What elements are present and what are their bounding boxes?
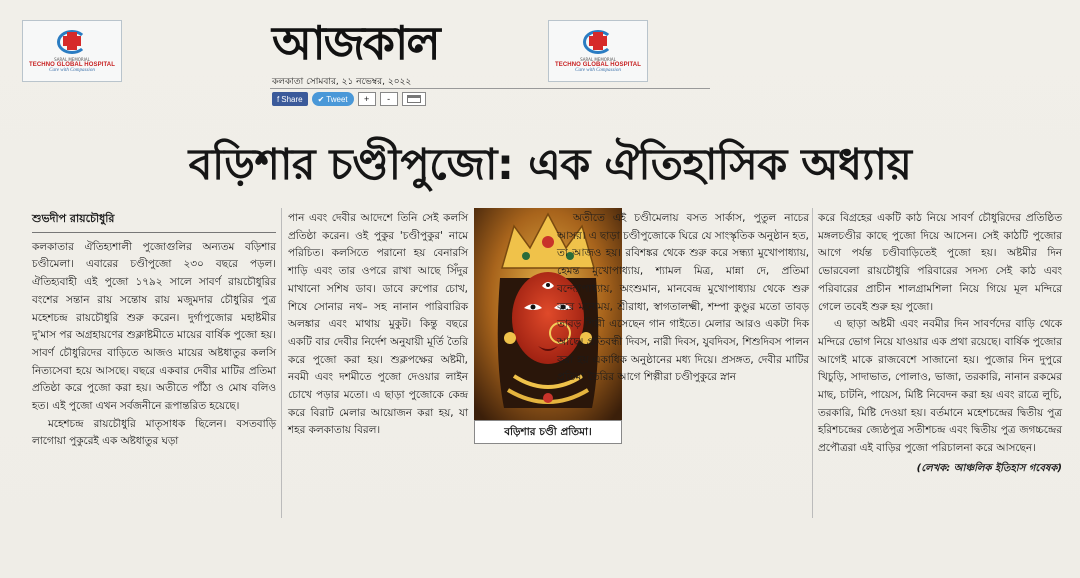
- hospital-ad-left[interactable]: [22, 20, 122, 82]
- ad-small-text: SARAL MEMORIAL: [580, 56, 616, 62]
- article-column-2: [288, 210, 468, 440]
- divider: [270, 88, 710, 89]
- print-button[interactable]: [402, 92, 426, 106]
- column-divider: [281, 208, 282, 518]
- tweet-button[interactable]: [312, 92, 354, 106]
- facebook-share-button[interactable]: [272, 92, 308, 106]
- byline: শুভদীপ রায়চৌধুরি: [32, 210, 276, 233]
- share-toolbar: [272, 92, 426, 106]
- ad-hospital-name: TECHNO GLOBAL HOSPITAL: [29, 61, 115, 68]
- hospital-cross-icon: [55, 30, 89, 54]
- article-column-4: [818, 210, 1062, 478]
- article-column-1: [32, 210, 276, 451]
- print-icon: [407, 95, 421, 103]
- article-headline: বড়িশার চণ্ডীপুজো: এক ঐতিহাসিক অধ্যায়: [188, 140, 912, 190]
- paragraph: অতীতে এই চণ্ডীমেলায় বসত সার্কাস, পুতুল নাচের আসর। এ ছাড়া চণ্ডীপুজোকে ঘিরে যে সাংস্কৃতিক অনুষ্ঠান হত, তা আজও হয়। রবিশঙ্কর থেকে শুরু করে সন্ধ্যা মুখোপাধ্যায়, হেমন্ত মুখোপাধ্যায়, শ্যামল মিত্র, মান্না দে, প্রতিমা বন্দ্যোপাধ্যায়, অংশুমান, মানবেন্দ্র মুখোপাধ্যায় থেকে শুরু করে মনোময়, শ্রীরাধা, স্বাগতালক্ষ্মী, শম্পা কুণ্ডুর মতো তাবড় তাবড় শিল্পী এসেছেন গান গাইতে। মেলার আরও একটা দিক আছে। প্রতিবন্ধী দিবস, নারী দিবস, যুবদিবস, শিশুদিবস পালন করা হয় একাধিক অনুষ্ঠানের মধ্য দিয়ে। প্রসঙ্গত, দেবীর মাটির প্রতিমা তৈরির আগে শিল্পীরা চণ্ডীপুকুরে স্নান: [557, 212, 809, 384]
- column-divider: [812, 208, 813, 518]
- photo-caption: বড়িশার চণ্ডী প্রতিমা।: [474, 420, 622, 444]
- newspaper-masthead: আজকাল: [272, 16, 439, 70]
- zoom-in-button[interactable]: +: [358, 92, 376, 106]
- paragraph: এ ছাড়া অষ্টমী এবং নবমীর দিন সাবর্ণদের বাড়ি থেকে মন্দিরে ভোগ নিয়ে যাওয়ার এক প্রথা রয়েছে। বার্ষিক পুজোর আগেই মাকে রাজবেশে সাজানো হয়। পুজোর দিন দুপুরে খিচুড়ি, সাদাভাত, পোলাও, ভাজা, তরকারি, নানান রকমের মাছ, চাটনি, পায়েস, মিষ্টি নিবেদন করা হয় এবং রাত্রে লুচি, তরকারি, মিষ্টি দেওয়া হয়। বর্তমানে মহেশচন্দ্রের দ্বিতীয় পুত্র হরিশচন্দ্রের জ্যেষ্ঠপুত্র সতীশচন্দ্র এবং দ্বিতীয় পুত্র জগচ্চন্দ্রের প্রপৌত্ররা এই বাড়ির পুজো পরিচালনা করে আসছেন।: [818, 318, 1062, 455]
- dateline: কলকাতা সোমবার, ২১ নভেম্বর, ২০২২: [272, 77, 412, 87]
- zoom-out-button[interactable]: -: [380, 92, 398, 106]
- facebook-icon: f: [277, 94, 280, 104]
- paragraph: পান এবং দেবীর আদেশে তিনি সেই কলসি প্রতিষ্ঠা করেন। ওই পুকুর 'চণ্ডীপুকুর' নামে পরিচিত। কলসিতে পরানো হয় বেনারসি শাড়ি এবং তার ওপরে রাখা আছে সিঁদুর মাখানো সশিষ ডাব। ডাবে রুপোর চোখ, শিষে সোনার নথ– সহ নানান পারিবারিক অলঙ্কার এবং মাথায় মুকুট। কিন্তু বছরে একটি বার দেবীর নির্দেশ অনুযায়ী মূর্তি তৈরি করে পুজো করা হয়। শুক্লপক্ষের অষ্টমী, নবমী এবং দশমীতে পুজো দেওয়ার লাইন চোখে পড়ার মতো। এ ছাড়া পুজোকে কেন্দ্র করে বিরাট মেলার আয়োজন করা হয়, যা শহর কলকাতায় বিরল।: [288, 212, 468, 437]
- paragraph: মহেশচন্দ্র রায়চৌধুরি মাতৃসাধক ছিলেন। বসতবাড়ি লাগোয়া পুকুরেই এক অষ্টধাতুর ঘড়া: [32, 417, 276, 448]
- article-column-3: [557, 210, 809, 387]
- paragraph: কলকাতার ঐতিহ্যশালী পুজোগুলির অন্যতম বড়িশার চণ্ডীমেলা। এবারের চণ্ডীপুজো ২৩০ বছরে পড়ল। ঐতিহ্যবাহী এই পুজো ১৭৯২ সালে সাবর্ণ রায়চৌধুরির বংশের সন্তান রায় সন্তোষ রায় মজুমদার চৌধুরির পুত্র মহেশচন্দ্র রায়চৌধুরি শুরু করেন। দুর্গাপুজোর মহাষ্টমীর দু'মাস পর অগ্রহায়ণের শুক্লাষ্টমীতে মায়ের বার্ষিক পুজো হয়। সাবর্ণ চৌধুরিদের বাড়িতে আজও মায়ের অষ্টধাতুর কলসি নিত্যসেবা হয়ে আসছে। বছরে একবার দেবীর মাটির প্রতিমা প্রতিষ্ঠা করে পুজো করা হয়। অতীতে পাঁঠা ও মোষ বলিও হত। এই পুজো এখন সর্বজনীনে রূপান্তরিত হয়েছে।: [32, 240, 276, 413]
- hospital-ad-right[interactable]: [548, 20, 648, 82]
- ad-tagline: Care with Compassion: [49, 67, 95, 73]
- ad-tagline: Care with Compassion: [575, 67, 621, 73]
- twitter-icon: ✔: [317, 94, 325, 104]
- facebook-share-label: Share: [281, 94, 303, 104]
- hospital-cross-icon: [581, 30, 615, 54]
- tweet-label: Tweet: [326, 94, 348, 104]
- author-credit: (লেখক: আঞ্চলিক ইতিহাস গবেষক): [916, 462, 1062, 474]
- paragraph: করে বিগ্রহের একটি কাঠ নিয়ে সাবর্ণ চৌধুরিদের প্রতিষ্ঠিত মঙ্গলচণ্ডীর কাছে পুজো দিয়ে আসেন। সেই কাঠটি পুজোর আগে পর্যন্ত চণ্ডীবাড়িতেই পুজো হয়। অষ্টমীর দিন ভোরবেলা রায়চৌধুরি পরিবারের সদস্য সেই কাঠ এবং পরিবারের প্রাচীন শালগ্রামশিলা নিয়ে গিয়ে মূল মন্দিরে গেলে তবেই শুরু হয় পুজো।: [818, 212, 1062, 313]
- ad-hospital-name: TECHNO GLOBAL HOSPITAL: [555, 61, 641, 68]
- ad-small-text: SARAL MEMORIAL: [54, 56, 90, 62]
